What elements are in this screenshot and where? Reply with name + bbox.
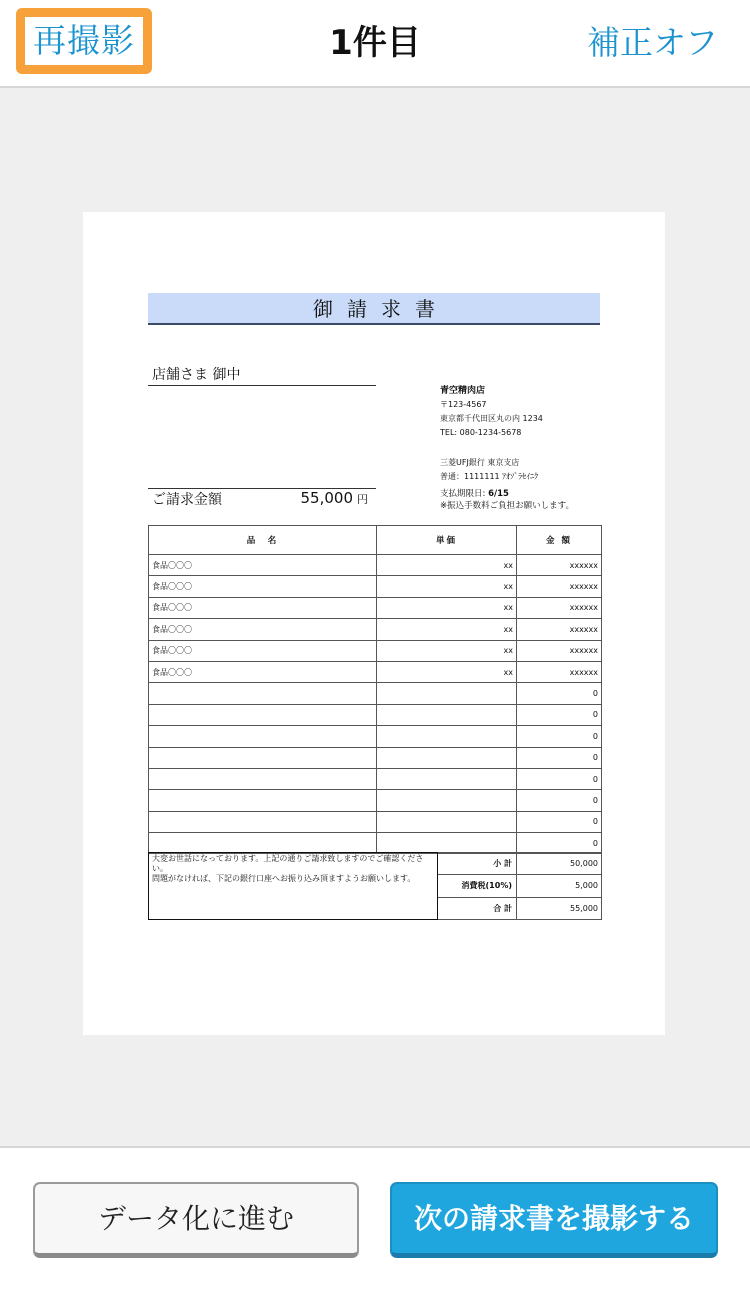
issuer-info [440, 384, 543, 484]
scan-preview-area [0, 88, 750, 1146]
item-name-cell [149, 747, 377, 768]
item-name-cell [149, 833, 377, 854]
bottom-bar [0, 1146, 750, 1292]
payment-due [440, 488, 574, 512]
item-amount-cell: 0 [517, 747, 602, 768]
item-amount-cell: 0 [517, 704, 602, 725]
item-name-cell [149, 768, 377, 789]
table-row [149, 661, 602, 682]
table-row [149, 704, 602, 725]
item-price-cell [377, 747, 517, 768]
item-price-cell: xx [377, 597, 517, 618]
item-amount-cell: xxxxxx [517, 640, 602, 661]
item-amount-cell: 0 [517, 768, 602, 789]
invoice-totals-table [148, 852, 602, 920]
item-name-cell: 食品〇〇〇 [149, 640, 377, 661]
table-row [149, 833, 602, 854]
table-row [149, 726, 602, 747]
due-label: 支払期限日: [440, 489, 489, 499]
item-amount-cell: 0 [517, 683, 602, 704]
issuer-shop: 青空精肉店 [440, 386, 486, 396]
item-price-cell [377, 790, 517, 811]
item-name-cell: 食品〇〇〇 [149, 661, 377, 682]
issuer-tel: TEL: 080-1234-5678 [440, 428, 522, 437]
item-name-cell [149, 726, 377, 747]
subtotal-value: 50,000 [517, 853, 602, 875]
item-price-cell [377, 704, 517, 725]
billing-amount [148, 488, 376, 508]
invoice-note [149, 853, 438, 920]
item-amount-cell: xxxxxx [517, 576, 602, 597]
table-row [149, 597, 602, 618]
invoice-note-text: 大変お世話になっております。上記の通りご請求致しますのでご確認ください。 問題がなければ、下記の銀行口座へお振り込み頂ますようお願いします。 [152, 854, 424, 883]
table-row [149, 555, 602, 576]
item-price-cell: xx [377, 619, 517, 640]
item-amount-cell: xxxxxx [517, 597, 602, 618]
table-row [149, 576, 602, 597]
table-row [149, 811, 602, 832]
billing-amount-value-wrap [301, 488, 369, 510]
item-name-cell [149, 683, 377, 704]
subtotal-label: 小 計 [438, 853, 517, 875]
item-price-cell [377, 833, 517, 854]
total-label: 合 計 [438, 897, 517, 919]
issuer-account: 普通：1111111 ｱｵｿﾞﾗｾｲﾆｸ [440, 472, 539, 481]
table-row [149, 619, 602, 640]
invoice-document [83, 212, 665, 1035]
table-row [149, 790, 602, 811]
retake-button[interactable]: 再撮影 [25, 17, 143, 65]
item-name-cell: 食品〇〇〇 [149, 597, 377, 618]
item-price-cell: xx [377, 576, 517, 597]
table-row [149, 640, 602, 661]
table-row [149, 747, 602, 768]
item-price-cell: xx [377, 640, 517, 661]
proceed-to-digitize-button[interactable]: データ化に進む [33, 1182, 359, 1258]
item-price-cell: xx [377, 661, 517, 682]
item-amount-cell: 0 [517, 790, 602, 811]
item-name-cell [149, 790, 377, 811]
item-name-cell [149, 811, 377, 832]
top-bar [0, 0, 750, 88]
tax-label: 消費税(10%) [438, 875, 517, 897]
capture-next-invoice-button[interactable]: 次の請求書を撮影する [390, 1182, 718, 1258]
billing-amount-unit: 円 [357, 493, 368, 506]
column-header-unit-price: 単価 [377, 526, 517, 555]
column-header-name: 品 名 [149, 526, 377, 555]
item-price-cell [377, 726, 517, 747]
billing-amount-value: 55,000 [300, 489, 353, 507]
item-amount-cell: 0 [517, 726, 602, 747]
item-amount-cell: xxxxxx [517, 661, 602, 682]
item-amount-cell: 0 [517, 833, 602, 854]
item-amount-cell: xxxxxx [517, 619, 602, 640]
invoice-items-table [148, 525, 602, 854]
issuer-bank: 三菱UFJ銀行 東京支店 [440, 458, 520, 467]
correction-off-button[interactable]: 補正オフ [586, 23, 718, 62]
item-amount-cell: 0 [517, 811, 602, 832]
column-header-amount: 金 額 [517, 526, 602, 555]
due-date: 6/15 [488, 489, 509, 499]
table-row [149, 768, 602, 789]
retake-highlight[interactable] [16, 8, 152, 74]
item-name-cell: 食品〇〇〇 [149, 576, 377, 597]
issuer-postal: 〒123-4567 [440, 400, 487, 409]
item-price-cell [377, 768, 517, 789]
fee-note: ※振込手数料ご負担お願いします。 [440, 501, 574, 511]
tax-value: 5,000 [517, 875, 602, 897]
item-name-cell: 食品〇〇〇 [149, 555, 377, 576]
table-row [149, 683, 602, 704]
invoice-title: 御請求書 [148, 293, 600, 325]
issuer-address: 東京都千代田区丸の内 1234 [440, 414, 543, 423]
item-price-cell [377, 683, 517, 704]
item-price-cell [377, 811, 517, 832]
billing-amount-label: ご請求金額 [152, 492, 222, 508]
item-name-cell [149, 704, 377, 725]
item-amount-cell: xxxxxx [517, 555, 602, 576]
page-title: 1件目 [329, 23, 421, 63]
item-price-cell: xx [377, 555, 517, 576]
total-value: 55,000 [517, 897, 602, 919]
invoice-recipient: 店舗さま 御中 [148, 364, 376, 386]
item-name-cell: 食品〇〇〇 [149, 619, 377, 640]
